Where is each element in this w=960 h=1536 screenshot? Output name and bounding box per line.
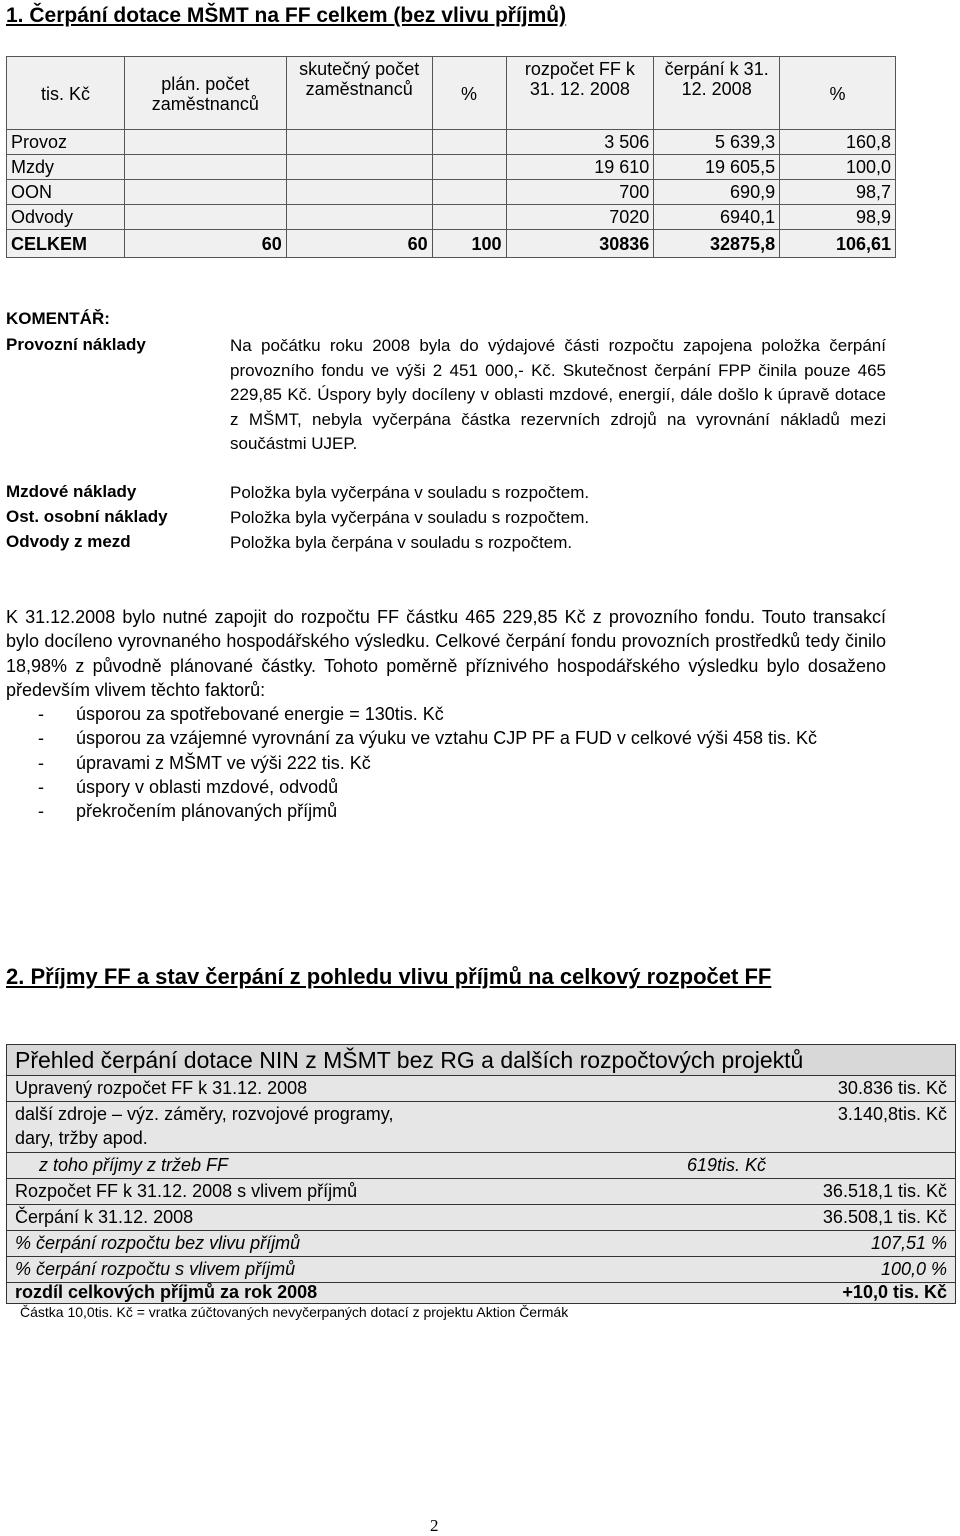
cell-percent-2: 100,0 bbox=[780, 155, 896, 180]
row-label: z toho příjmy z tržeb FF bbox=[39, 1155, 229, 1175]
header-spending: čerpání k 31. 12. 2008 bbox=[654, 57, 780, 130]
section-title-1: 1. Čerpání dotace MŠMT na FF celkem (bez vlivu příjmů) bbox=[6, 4, 567, 27]
cell-spending: 32875,8 bbox=[654, 230, 780, 258]
cell-spending: 5 639,3 bbox=[654, 130, 780, 155]
overview-box bbox=[6, 1044, 956, 1304]
comment-label-wages: Mzdové náklady bbox=[6, 482, 137, 501]
row-label: % čerpání rozpočtu s vlivem příjmů bbox=[15, 1259, 296, 1279]
header-percent-2: % bbox=[780, 57, 896, 130]
row-value: +10,0 tis. Kč bbox=[842, 1282, 947, 1302]
cell-spending: 19 605,5 bbox=[654, 155, 780, 180]
table-row bbox=[7, 155, 896, 180]
row-label: CELKEM bbox=[7, 230, 125, 258]
overview-row bbox=[7, 1076, 955, 1102]
overview-row bbox=[7, 1102, 955, 1153]
bullet-dash: - bbox=[38, 704, 44, 724]
cell-plan bbox=[124, 155, 286, 180]
comment-text-levies: Položka byla čerpána v souladu s rozpočtem. bbox=[230, 533, 573, 552]
list-item-text: úpravami z MŠMT ve výši 222 tis. Kč bbox=[76, 752, 371, 773]
row-value: 619tis. Kč bbox=[687, 1155, 767, 1175]
comment-heading: KOMENTÁŘ: bbox=[6, 309, 110, 328]
cell-actual: 60 bbox=[286, 230, 432, 258]
table-header-row bbox=[7, 57, 896, 130]
cell-budget: 30836 bbox=[506, 230, 654, 258]
overview-row bbox=[7, 1205, 955, 1231]
row-value: 100,0 % bbox=[880, 1259, 947, 1279]
header-planned-staff: plán. počet zaměstnanců bbox=[124, 57, 286, 130]
comment-label-levies: Odvody z mezd bbox=[6, 532, 131, 551]
row-label: % čerpání rozpočtu bez vlivu příjmů bbox=[15, 1233, 301, 1253]
factor-list bbox=[6, 702, 888, 823]
overview-box-title: Přehled čerpání dotace NIN z MŠMT bez RG a dalších rozpočtových projektů bbox=[7, 1045, 955, 1076]
cell-actual bbox=[286, 130, 432, 155]
header-budget: rozpočet FF k 31. 12. 2008 bbox=[506, 57, 654, 130]
cell-plan: 60 bbox=[124, 230, 286, 258]
bullet-dash: - bbox=[38, 801, 44, 822]
cell-percent bbox=[432, 205, 506, 230]
comment-label-operating: Provozní náklady bbox=[6, 335, 146, 354]
comment-label-other-personal: Ost. osobní náklady bbox=[6, 507, 168, 526]
list-item-text: překročením plánovaných příjmů bbox=[76, 801, 338, 822]
cell-percent-2: 98,7 bbox=[780, 180, 896, 205]
header-actual-staff: skutečný počet zaměstnanců bbox=[286, 57, 432, 130]
row-value: 36.508,1 tis. Kč bbox=[822, 1207, 947, 1227]
comment-text-wages: Položka byla vyčerpána v souladu s rozpočtem. bbox=[230, 483, 590, 502]
cell-percent-2: 98,9 bbox=[780, 205, 896, 230]
bullet-dash: - bbox=[38, 776, 44, 797]
row-label: OON bbox=[7, 180, 125, 205]
row-value: 30.836 tis. Kč bbox=[837, 1078, 947, 1098]
cell-actual bbox=[286, 205, 432, 230]
cell-budget: 19 610 bbox=[506, 155, 654, 180]
cell-plan bbox=[124, 180, 286, 205]
list-item bbox=[6, 726, 888, 750]
row-value: 36.518,1 tis. Kč bbox=[822, 1181, 947, 1201]
bullet-dash: - bbox=[38, 728, 44, 749]
list-item bbox=[6, 702, 888, 726]
list-item bbox=[6, 751, 888, 775]
overview-row bbox=[7, 1231, 955, 1257]
page-number: 2 bbox=[430, 1516, 439, 1535]
row-label: Čerpání k 31.12. 2008 bbox=[15, 1207, 194, 1227]
overview-row-difference bbox=[7, 1280, 955, 1303]
cell-spending: 6940,1 bbox=[654, 205, 780, 230]
comment-text-operating: Na počátku roku 2008 byla do výdajové části rozpočtu zapojena položka čerpání provozního fondu ve výši 2 451 000,- Kč. Skutečnost čerpání FPP činila pouze 465 229,85 Kč. Úspory byly docíleny v oblasti mzdové, energií, dále došlo k úpravě dotace z MŠMT, nebyla vyčerpána částka rezervních zdrojů na vyrovnání nákladů mezi součástmi UJEP. bbox=[230, 336, 886, 453]
list-item-text: úsporou za vzájemné vyrovnání za výuku ve vztahu CJP PF a FUD v celkové výši 458 tis. Kč bbox=[76, 728, 817, 749]
row-label: Odvody bbox=[7, 205, 125, 230]
budget-table bbox=[6, 56, 896, 258]
cell-percent-2: 106,61 bbox=[780, 230, 896, 258]
section-title-2: 2. Příjmy FF a stav čerpání z pohledu vlivu příjmů na celkový rozpočet FF bbox=[6, 964, 772, 989]
cell-budget: 700 bbox=[506, 180, 654, 205]
cell-plan bbox=[124, 130, 286, 155]
row-label-continued: dary, tržby apod. bbox=[15, 1128, 148, 1148]
table-row bbox=[7, 205, 896, 230]
cell-percent-2: 160,8 bbox=[780, 130, 896, 155]
table-total-row bbox=[7, 230, 896, 258]
cell-budget: 3 506 bbox=[506, 130, 654, 155]
list-item-text: úspory v oblasti mzdové, odvodů bbox=[76, 776, 339, 797]
row-label: rozdíl celkových příjmů za rok 2008 bbox=[15, 1282, 318, 1302]
row-value: 107,51 % bbox=[870, 1233, 947, 1253]
summary-paragraph: K 31.12.2008 bylo nutné zapojit do rozpočtu FF částku 465 229,85 Kč z provozního fondu. Touto transakcí bylo docíleno vyrovnaného hospodářského výsledku. Celkové čerpání fondu provozních prostředků tedy činilo 18,98% z původně plánované částky. Tohoto poměrně příznivého hospodářského výsledku bylo dosaženo především vlivem těchto faktorů: bbox=[6, 607, 886, 700]
row-label: další zdroje – výz. záměry, rozvojové programy, bbox=[15, 1104, 394, 1124]
bullet-dash: - bbox=[38, 752, 44, 773]
list-item-text: úsporou za spotřebované energie = 130tis. Kč bbox=[76, 704, 444, 724]
overview-row bbox=[7, 1179, 955, 1205]
cell-budget: 7020 bbox=[506, 205, 654, 230]
comment-text-other-personal: Položka byla vyčerpána v souladu s rozpočtem. bbox=[230, 508, 590, 527]
footnote: Částka 10,0tis. Kč = vratka zúčtovaných nevyčerpaných dotací z projektu Aktion Čermák bbox=[20, 1304, 569, 1320]
cell-actual bbox=[286, 155, 432, 180]
table-row bbox=[7, 180, 896, 205]
header-unit: tis. Kč bbox=[7, 57, 125, 130]
cell-plan bbox=[124, 205, 286, 230]
cell-percent bbox=[432, 180, 506, 205]
list-item bbox=[6, 775, 888, 799]
cell-percent: 100 bbox=[432, 230, 506, 258]
row-label: Provoz bbox=[7, 130, 125, 155]
cell-spending: 690,9 bbox=[654, 180, 780, 205]
cell-percent bbox=[432, 155, 506, 180]
header-percent: % bbox=[432, 57, 506, 130]
table-row bbox=[7, 130, 896, 155]
row-label: Rozpočet FF k 31.12. 2008 s vlivem příjmů bbox=[15, 1181, 358, 1201]
cell-percent bbox=[432, 130, 506, 155]
overview-row bbox=[7, 1153, 955, 1179]
list-item bbox=[6, 799, 888, 823]
cell-actual bbox=[286, 180, 432, 205]
row-value: 3.140,8tis. Kč bbox=[837, 1104, 947, 1124]
row-label: Upravený rozpočet FF k 31.12. 2008 bbox=[15, 1078, 308, 1098]
row-label: Mzdy bbox=[7, 155, 125, 180]
